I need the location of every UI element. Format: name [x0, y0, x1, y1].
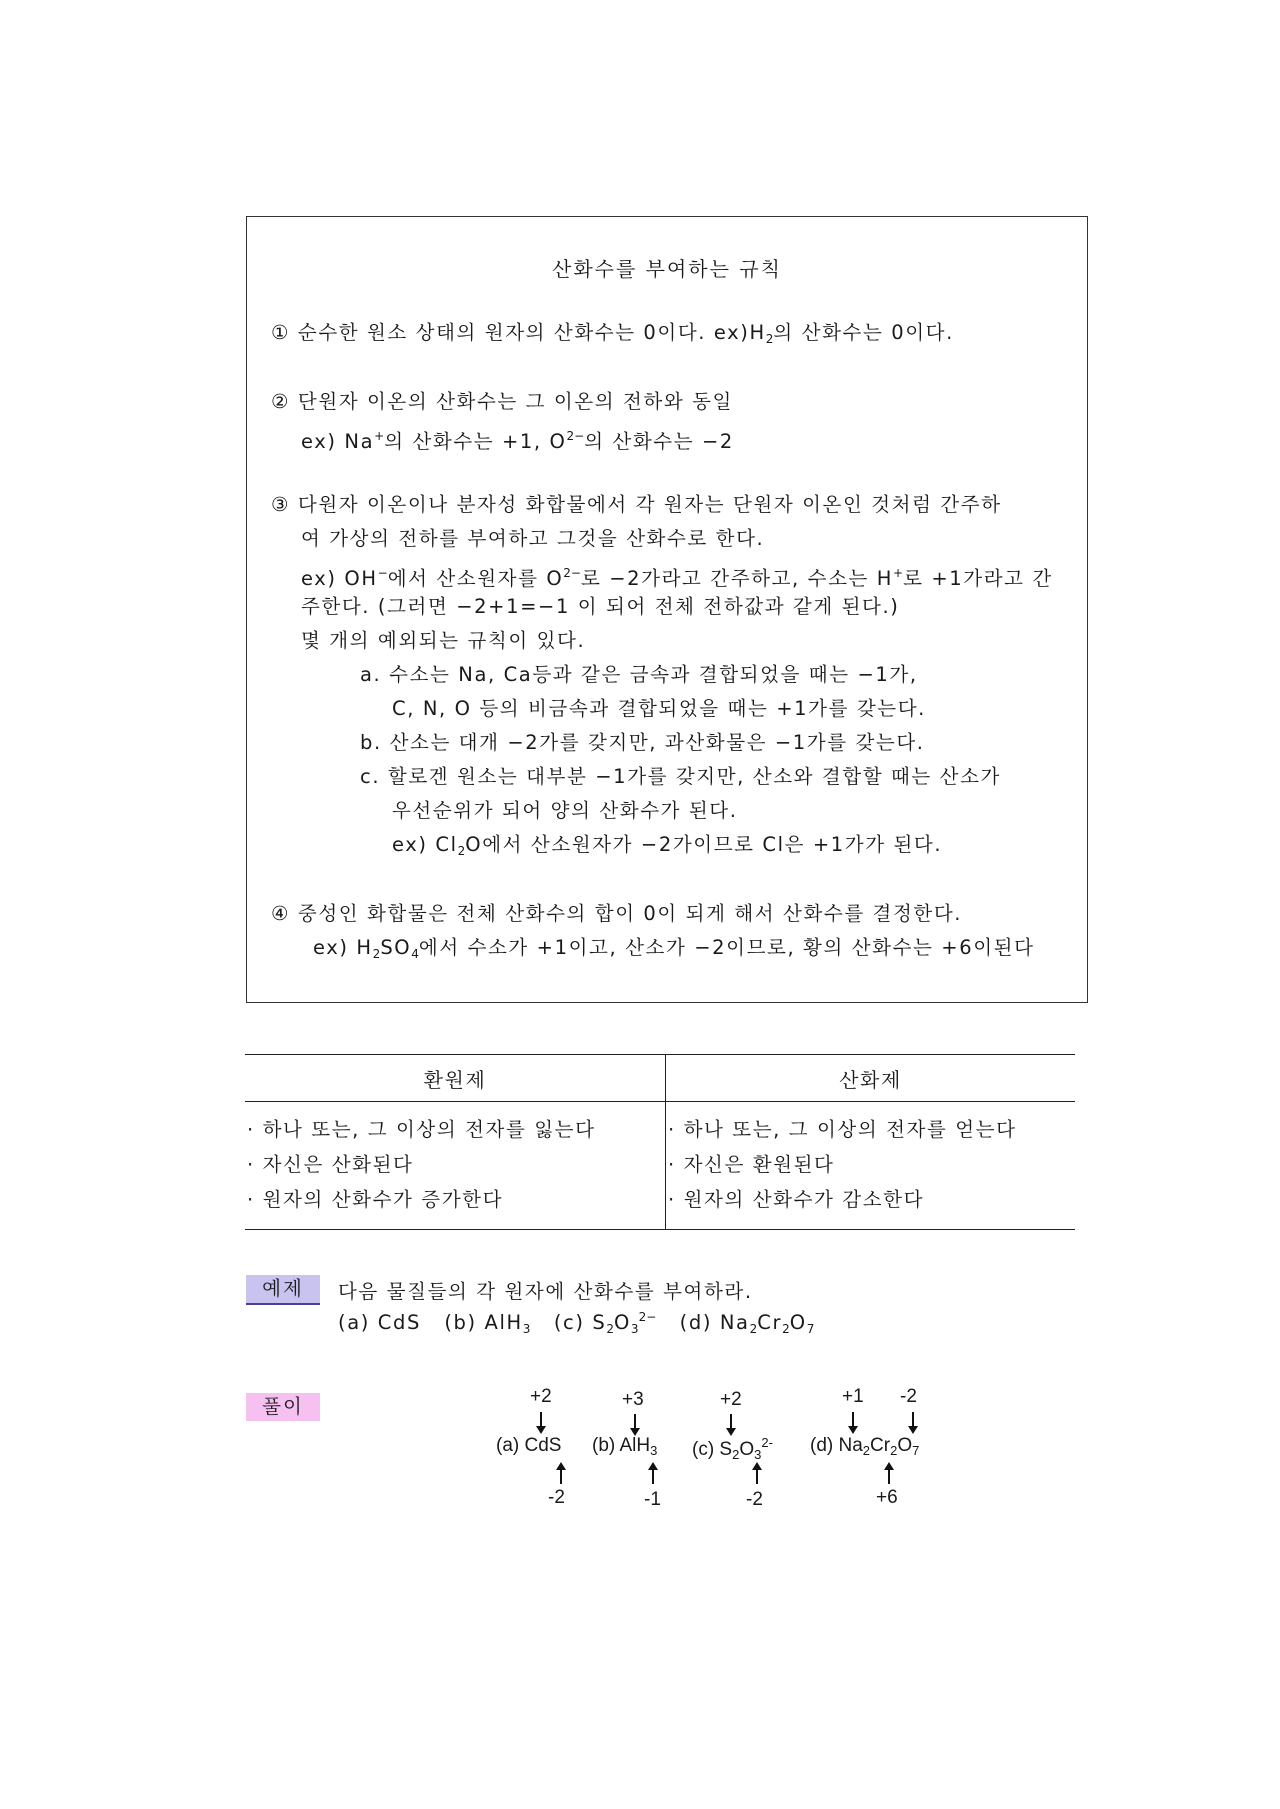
sol-a-top: +2: [530, 1386, 552, 1407]
arrow-down-icon: [908, 1412, 918, 1434]
compound-c: (c) $S_2O_3^{2-}$: [553, 1310, 657, 1336]
exception-c-example: ex) $Cl_2O$에서 산소원자가 −2가이므로 Cl은 +1가가 된다.: [392, 833, 943, 858]
sol-b-label: (b) AlH$_3$: [592, 1435, 658, 1458]
reducing-item: · 하나 또는, 그 이상의 전자를 잃는다: [247, 1118, 596, 1141]
oxidizing-agent-cell: [666, 1102, 1076, 1230]
oxidizing-item: · 자신은 환원된다: [668, 1153, 835, 1176]
rule-2: ② 단원자 이온의 산화수는 그 이온의 전하와 동일: [271, 390, 733, 413]
arrow-down-icon: [536, 1412, 546, 1434]
exception-b: b. 산소는 대개 −2가를 갖지만, 과산화물은 −1가를 갖는다.: [360, 731, 925, 754]
solution-diagram: [480, 1385, 980, 1515]
example-question: 다음 물질들의 각 원자에 산화수를 부여하라.: [338, 1280, 753, 1303]
header-reducing-agent: 환원제: [245, 1055, 666, 1102]
arrow-up-icon: [752, 1462, 762, 1484]
exception-c-line2: 우선순위가 되어 양의 산화수가 된다.: [392, 799, 738, 822]
reducing-agent-cell: [245, 1102, 666, 1230]
sol-d-label: (d) $Na_2Cr_2O_7$: [810, 1435, 920, 1458]
oxidizing-item: · 하나 또는, 그 이상의 전자를 얻는다: [668, 1118, 1017, 1141]
arrow-down-icon: [726, 1414, 736, 1436]
rule-3-line4: 주한다. (그러면 −2+1=−1 이 되어 전체 전하값과 같게 된다.): [301, 595, 900, 618]
sol-c-label: (c) $S_2O_3^{2-}$: [692, 1435, 773, 1462]
solution-tag: 풀이: [246, 1393, 320, 1421]
compound-b: (b) AlH$_3$: [444, 1311, 531, 1336]
rule-2-example: ex) Na+의 산화수는 +1, $O^{2-}$의 산화수는 −2: [301, 429, 734, 453]
rule-3: ③ 다원자 이온이나 분자성 화합물에서 각 원자는 단원자 이온인 것처럼 간주하: [271, 493, 1002, 516]
rule-4: ④ 중성인 화합물은 전체 산화수의 합이 0이 되게 해서 산화수를 결정한다.: [271, 902, 963, 925]
rule-3-line2: 여 가상의 전하를 부여하고 그것을 산화수로 한다.: [301, 527, 765, 550]
sol-d-top1: +1: [842, 1386, 864, 1407]
sol-d-top2: -2: [900, 1386, 917, 1407]
rules-title: 산화수를 부여하는 규칙: [552, 257, 782, 281]
reducing-item: · 원자의 산화수가 증가한다: [247, 1188, 504, 1211]
exception-a-line2: C, N, O 등의 비금속과 결합되었을 때는 +1가를 갖는다.: [392, 697, 926, 720]
compound-d: (d) $Na_2Cr_2O_7$: [679, 1311, 815, 1336]
example-tag: 예제: [246, 1275, 320, 1305]
sol-b-bottom: -1: [644, 1489, 661, 1510]
reducing-item: · 자신은 산화된다: [247, 1153, 414, 1176]
rule-3-example: ex) OH−에서 산소원자를 $O^{2-}$로 −2가라고 간주하고, 수소는 H+로 +1가라고 간: [301, 566, 1053, 590]
comparison-table: [245, 1054, 1075, 1230]
arrow-up-icon: [556, 1462, 566, 1484]
exception-c: c. 할로겐 원소는 대부분 −1가를 갖지만, 산소와 결합할 때는 산소가: [360, 765, 1001, 788]
rule-1: ① 순수한 원소 상태의 원자의 산화수는 0이다. $ex)H_2$의 산화수는 0이다.: [271, 321, 954, 346]
rules-box: [246, 216, 1088, 1003]
arrow-down-icon: [630, 1414, 640, 1436]
arrow-up-icon: [648, 1462, 658, 1484]
arrow-up-icon: [884, 1462, 894, 1484]
rule-4-example: ex) $H_2SO_4$에서 수소가 +1이고, 산소가 −2이므로, 황의 산화수는 +6이된다: [313, 936, 1035, 961]
sol-a-label: (a) CdS: [496, 1435, 562, 1456]
sol-a-bottom: -2: [548, 1487, 565, 1508]
oxidizing-item: · 원자의 산화수가 감소한다: [668, 1188, 925, 1211]
rule-3-line5: 몇 개의 예외되는 규칙이 있다.: [301, 629, 586, 652]
arrow-down-icon: [848, 1412, 858, 1434]
sol-b-top: +3: [622, 1389, 644, 1410]
header-oxidizing-agent: 산화제: [666, 1055, 1076, 1102]
exception-a: a. 수소는 Na, Ca등과 같은 금속과 결합되었을 때는 −1가,: [360, 663, 918, 686]
sol-c-bottom: -2: [746, 1489, 763, 1510]
sol-d-bottom: +6: [876, 1487, 898, 1508]
sol-c-top: +2: [720, 1389, 742, 1410]
compound-a: (a) CdS: [338, 1311, 421, 1334]
example-compounds: [338, 1310, 814, 1336]
